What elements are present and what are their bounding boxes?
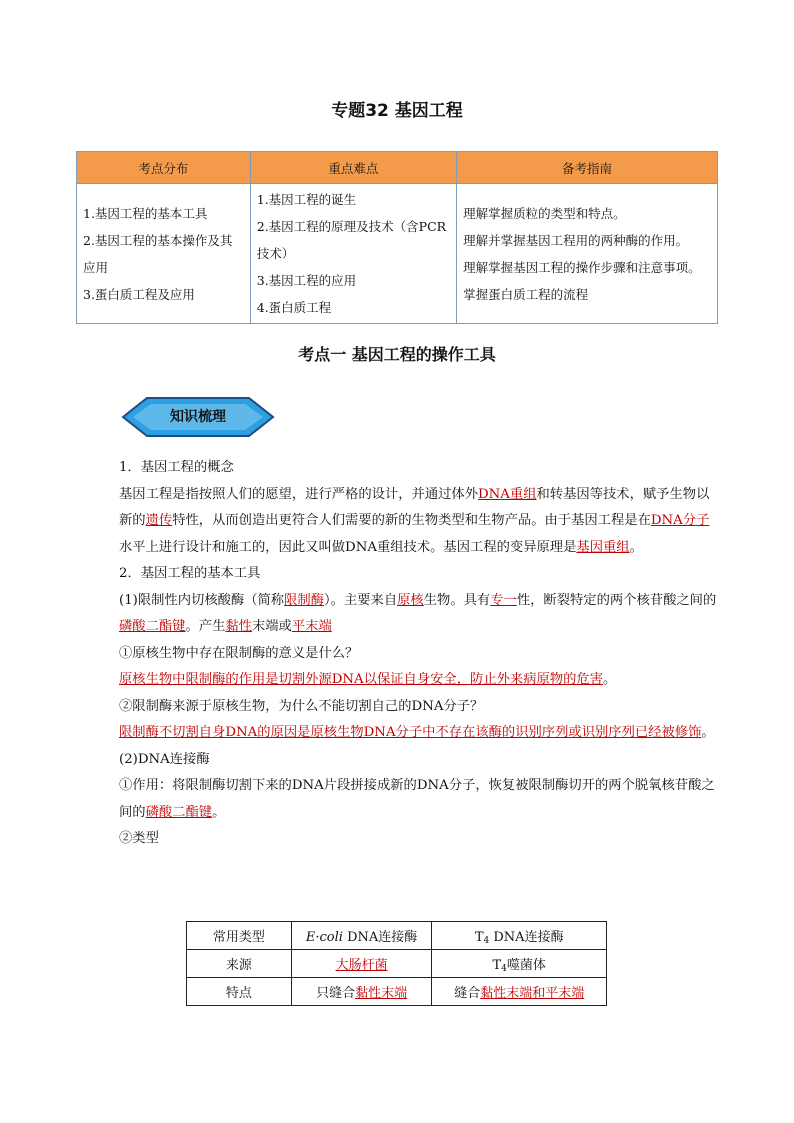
- overview-header-row: [77, 152, 718, 184]
- knowledge-badge: [121, 396, 275, 438]
- table-row: [187, 978, 607, 1006]
- key-term: 限制酶: [284, 592, 324, 608]
- ligase-types-table: [186, 921, 607, 1006]
- difficulty-item: 2.基因工程的原理及技术（含PCR技术）: [256, 219, 447, 261]
- key-term: 平末端: [291, 619, 332, 634]
- heading-ligase: (2)DNA连接酶: [119, 751, 210, 767]
- table-cell: 来源: [187, 950, 292, 978]
- key-term: 黏性: [225, 619, 252, 634]
- key-term: 原核: [397, 592, 424, 608]
- answer-2: 限制酶不切割自身DNA的原因是原核生物DNA分子中不存在该酶的识别序列或识别序列已经被修饰。: [119, 725, 715, 740]
- heading-tools: 2．基因工程的基本工具: [119, 566, 261, 581]
- guide-item: 理解掌握质粒的类型和特点。: [463, 205, 626, 221]
- paragraph-restriction-enzyme: (1)限制性内切核酸酶（简称限制酶）。主要来自原核生物。具有专一性，断裂特定的两个核苷酸之间的磷酸二酯键。产生黏性末端或平末端: [119, 592, 717, 634]
- badge-label: 知识梳理: [170, 409, 226, 425]
- key-term: 磷酸二酯键: [119, 619, 186, 634]
- guide-item: 理解并掌握基因工程用的两种酶的作用。: [463, 232, 689, 248]
- key-term: 专一: [490, 592, 517, 608]
- content-body: [119, 455, 719, 853]
- heading-concept: 1．基因工程的概念: [119, 460, 234, 475]
- study-guide-cell: [457, 184, 718, 324]
- exam-point-item: 1.基因工程的基本工具: [83, 205, 208, 221]
- table-cell: 常用类型: [187, 922, 292, 950]
- exam-points-cell: [77, 184, 251, 324]
- key-term: DNA重组: [478, 486, 537, 502]
- heading-types: ②类型: [119, 831, 159, 846]
- difficulty-item: 1.基因工程的诞生: [256, 192, 357, 207]
- guide-item: 掌握蛋白质工程的流程: [463, 286, 589, 302]
- header-key-difficulties: 重点难点: [250, 152, 456, 184]
- table-cell: $T_4$ DNA连接酶: [432, 922, 607, 950]
- difficulty-item: 4.蛋白质工程: [256, 300, 332, 315]
- section-title: 考点一 基因工程的操作工具: [298, 345, 496, 364]
- question-1: ①原核生物中存在限制酶的意义是什么？: [119, 645, 359, 661]
- question-2: ②限制酶来源于原核生物，为什么不能切割自己的DNA分子？: [119, 698, 484, 714]
- key-term: DNA分子: [650, 513, 710, 528]
- overview-body-row: [77, 184, 718, 324]
- exam-point-item: 2.基因工程的基本操作及其应用: [83, 232, 233, 275]
- key-difficulties-cell: [250, 184, 456, 324]
- key-term: 遗传: [145, 513, 173, 528]
- paragraph-concept: 基因工程是指按照人们的愿望，进行严格的设计，并通过体外DNA重组和转基因等技术，赋予生物以新的遗传特性，从而创造出更符合人们需要的新的生物类型和生物产品。由于基因工程是在DNA分子水平上进行设计和施工的，因此又叫做DNA重组技术。基因工程的变异原理是基因重组。: [119, 486, 710, 555]
- header-exam-points: 考点分布: [77, 152, 251, 184]
- overview-table: [76, 151, 718, 324]
- table-row: [187, 922, 607, 950]
- answer-1: 原核生物中限制酶的作用是切割外源DNA以保证自身安全，防止外来病原物的危害。: [119, 672, 617, 687]
- table-cell: E·coli DNA连接酶: [291, 922, 432, 950]
- header-study-guide: 备考指南: [457, 152, 718, 184]
- table-cell: $T_4$噬菌体: [432, 950, 607, 978]
- document-title: 专题32 基因工程: [331, 101, 463, 121]
- table-cell: 缝合黏性末端和平末端: [432, 978, 607, 1006]
- table-cell: 特点: [187, 978, 292, 1006]
- exam-point-item: 3.蛋白质工程及应用: [83, 286, 195, 302]
- key-term: 磷酸二酯键: [145, 804, 213, 820]
- difficulty-item: 3.基因工程的应用: [256, 273, 357, 288]
- key-term: 基因重组: [576, 539, 630, 555]
- table-row: [187, 950, 607, 978]
- paragraph-ligase-function: ①作用：将限制酶切割下来的DNA片段拼接成新的DNA分子，恢复被限制酶切开的两个脱氧核苷酸之间的磷酸二酯键。: [119, 778, 715, 820]
- table-cell: 大肠杆菌: [291, 950, 432, 978]
- guide-item: 理解掌握基因工程的操作步骤和注意事项。: [463, 259, 701, 275]
- table-cell: 只缝合黏性末端: [291, 978, 432, 1006]
